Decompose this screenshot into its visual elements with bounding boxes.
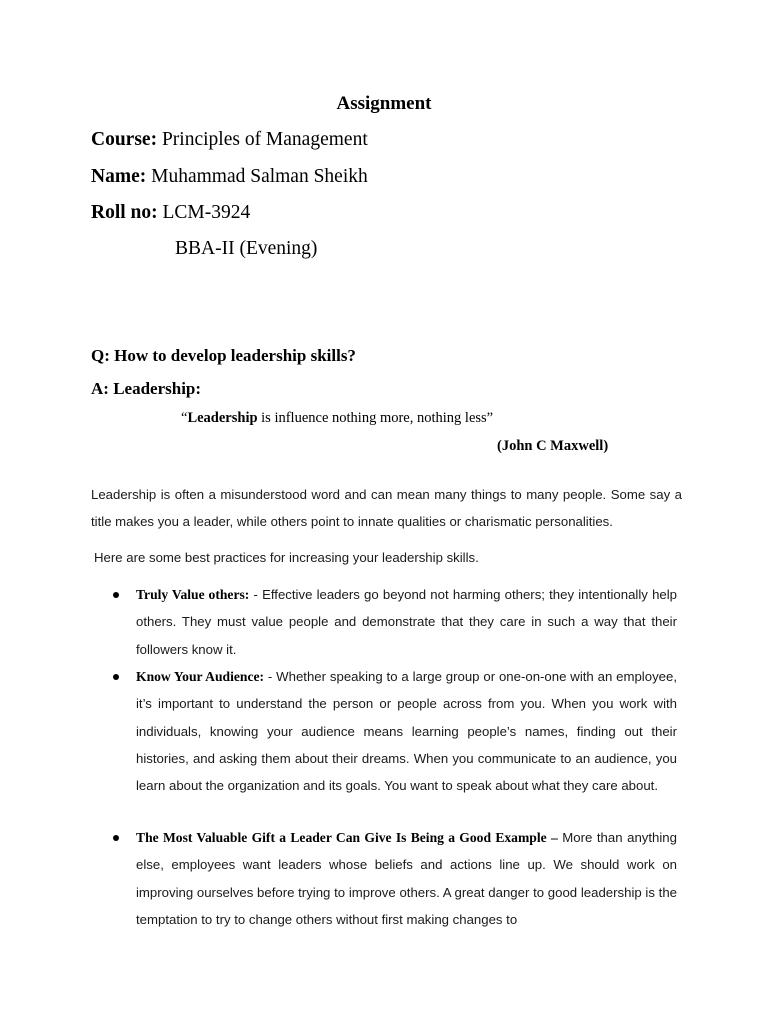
list-item bbox=[136, 581, 677, 663]
roll-no-label: Roll no: bbox=[91, 202, 158, 223]
bullet-lead: Truly Value others: bbox=[136, 587, 250, 602]
program-line: BBA-II (Evening) bbox=[175, 238, 318, 259]
roll-no-field bbox=[91, 202, 250, 224]
answer-heading: A: Leadership: bbox=[91, 379, 202, 398]
bullet-lead: Know Your Audience: bbox=[136, 669, 265, 684]
list-item bbox=[136, 663, 677, 799]
roll-no-value: LCM-3924 bbox=[157, 202, 251, 223]
leadership-quote bbox=[181, 410, 493, 427]
document-title: Assignment bbox=[336, 93, 432, 114]
name-field bbox=[91, 166, 368, 188]
course-value: Principles of Management bbox=[157, 129, 368, 150]
course-field bbox=[91, 129, 368, 151]
quote-rest: is influence nothing more, nothing less” bbox=[257, 410, 494, 426]
list-item bbox=[136, 824, 677, 933]
quote-author: (John C Maxwell) bbox=[497, 438, 609, 454]
course-label: Course: bbox=[91, 129, 158, 150]
bullet-lead: The Most Valuable Gift a Leader Can Give Is Being a Good Example – bbox=[136, 830, 558, 845]
bullet-dot-icon bbox=[113, 835, 119, 841]
bullet-text: More than anything else, employees want leaders whose beliefs and actions line up. We should work on improving ourselves before trying to improve others. A great danger to good leadership is the temptation to try to change others without first making changes to bbox=[136, 830, 677, 927]
bullet-dot-icon bbox=[113, 592, 119, 598]
name-label: Name: bbox=[91, 166, 147, 187]
bullet-text: - Effective leaders go beyond not harming others; they intentionally help others. They must value people and demonstrate that they care in such a way that their followers know it. bbox=[136, 587, 677, 657]
quote-bold-word: Leadership bbox=[187, 410, 258, 426]
bullet-dot-icon bbox=[113, 674, 119, 680]
practices-intro-paragraph: Here are some best practices for increasing your leadership skills. bbox=[94, 550, 479, 565]
name-value: Muhammad Salman Sheikh bbox=[146, 166, 368, 187]
question-heading: Q: How to develop leadership skills? bbox=[91, 346, 356, 365]
bullet-text: - Whether speaking to a large group or one-on-one with an employee, it’s important to understand the person or people across from you. When you work with individuals, knowing your audience means learning people’s names, finding out their histories, and asking them about their dreams. When you communicate to an audience, you learn about the organization and its goals. You want to speak about what they care about. bbox=[136, 669, 677, 794]
intro-paragraph: Leadership is often a misunderstood word and can mean many things to many people. Some say a title makes you a leader, while others point to innate qualities or charismatic personalities. bbox=[91, 487, 682, 529]
quote-open: “ bbox=[181, 410, 188, 426]
